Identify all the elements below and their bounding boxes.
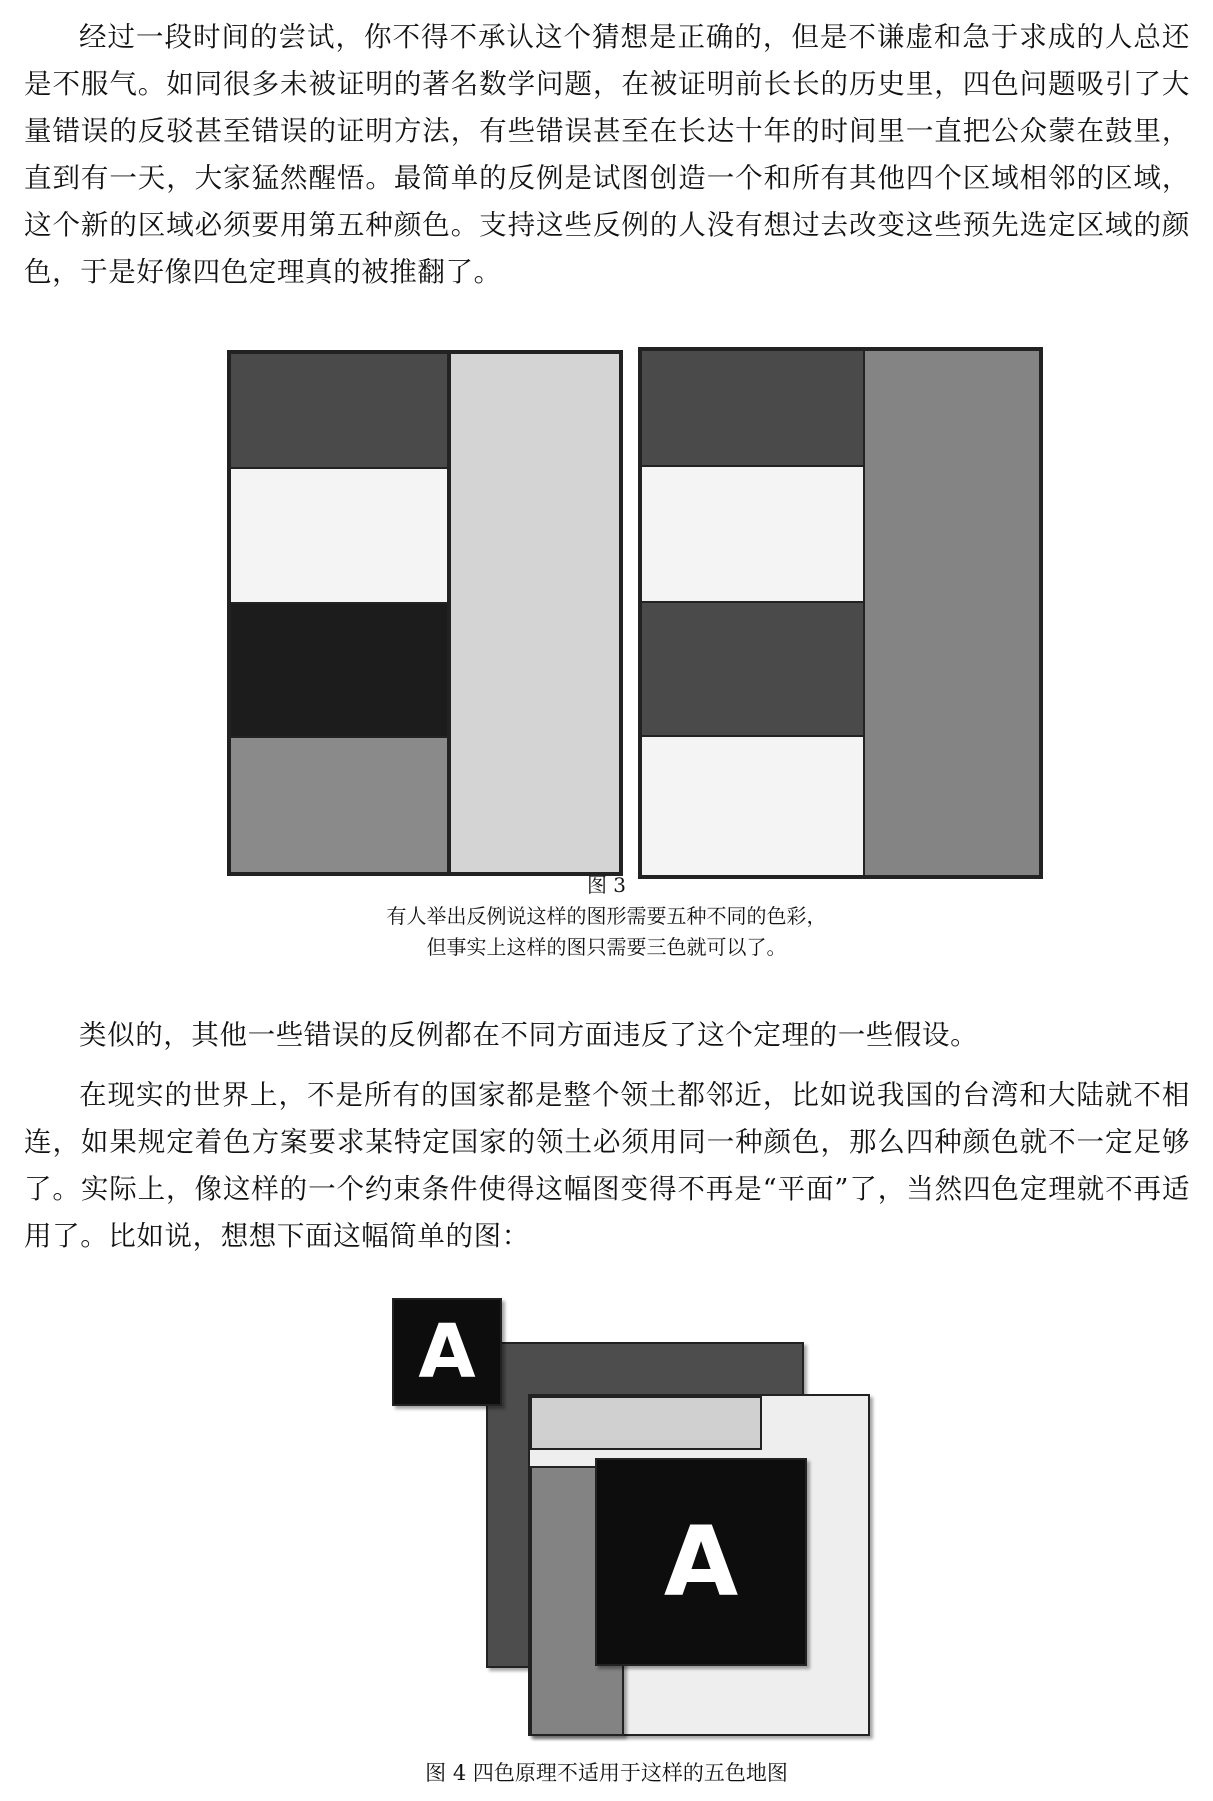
fig3-left-region-light-gray (449, 352, 621, 874)
paragraph-other-counterexamples: 类似的，其他一些错误的反例都在不同方面违反了这个定理的一些假设。 (79, 1019, 979, 1051)
figure-3-caption-line-1: 有人举出反例说这样的图形需要五种不同的色彩， (386, 904, 827, 928)
fig3-left-region-white (229, 467, 449, 604)
figure-3-label: 图 3 (586, 873, 627, 897)
fig3-right-region-mid-gray (863, 349, 1041, 877)
figure-3-caption-line-2: 但事实上这样的图只需要三色就可以了。 (426, 935, 787, 959)
fig3-left-region-mid-gray (229, 736, 449, 874)
paragraph-counterexamples: 经过一段时间的尝试，你不得不承认这个猜想是正确的，但是不谦虚和急于求成的人总还是不服气。如同很多未被证明的著名数学问题，在被证明前长长的历史里，四色问题吸引了大量错误的反驳甚至错误的证明方法，有些错误甚至在长达十年的时间里一直把公众蒙在鼓里，直到有一天，大家猛然醒悟。最简单的反例是试图创造一个和所有其他四个区域相邻的区域，这个新的区域必须要用第五种颜色。支持这些反例的人没有想过去改变这些预先选定区域的颜色，于是好像四色定理真的被推翻了。 (24, 21, 1190, 288)
fig3-left-region-dark (229, 352, 449, 469)
figure-3-left-panel (227, 350, 623, 876)
fig4-letter-a-center: A (663, 1506, 739, 1618)
paragraph-real-world: 在现实的世界上，不是所有的国家都是整个领土都邻近，比如说我国的台湾和大陆就不相连，如果规定着色方案要求某特定国家的领土必须用同一种颜色，那么四种颜色就不一定足够了。实际上，像这样的一个约束条件使得这幅图变得不再是“平面”了，当然四色定理就不再适用了。比如说，想想下面这幅简单的图： (24, 1079, 1190, 1252)
fig4-letter-a-top: A (418, 1309, 476, 1395)
fig3-right-region-white-2 (640, 735, 865, 877)
fig4-region-light-gray (530, 1396, 762, 1450)
figure-3-caption (0, 870, 1213, 963)
figure-4-caption: 图 4 四色原理不适用于这样的五色地图 (425, 1761, 788, 1785)
fig3-right-region-dark-1 (640, 349, 865, 467)
figure-3-right-panel (638, 347, 1043, 879)
fig3-right-region-dark-2 (640, 601, 865, 737)
fig3-right-region-white-1 (640, 465, 865, 603)
fig3-left-region-black (229, 602, 449, 738)
